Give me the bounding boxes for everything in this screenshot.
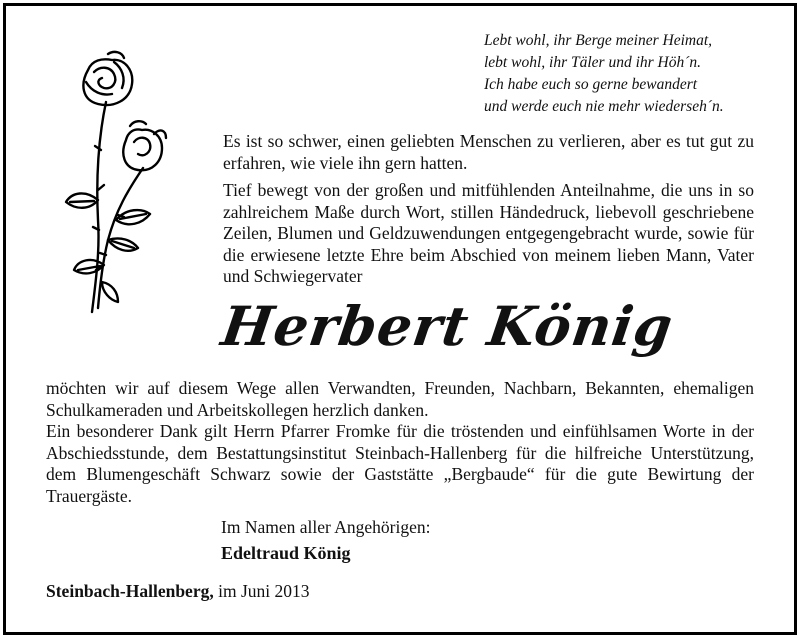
- poem-line: Ich habe euch so gerne bewandert: [484, 76, 698, 93]
- poem-line: Lebt wohl, ihr Berge meiner Heimat,: [484, 32, 713, 49]
- poem-line: und werde euch nie mehr wiederseh´n.: [484, 98, 724, 115]
- thanks-main-paragraph: möchten wir auf diesem Wege allen Verwandten, Freunden, Nachbarn, Bekannten, ehemaligen Schulkameraden und Arbeitskollegen herzlich danken.: [46, 378, 754, 420]
- signature-name: Edeltraud König: [221, 543, 351, 563]
- thanks-special-paragraph: Ein besonderer Dank gilt Herrn Pfarrer Fromke für die tröstenden und einfühlsamen Worte in der Abschiedsstunde, dem Bestattungsinstitut Steinbach-Hallenberg für die hilfreiche Unterstützung, dem Blumengeschäft Schwarz sowie der Gaststätte „Bergbaude“ für die gute Bewirtung der Trauergäste.: [46, 421, 754, 506]
- poem: [484, 30, 784, 118]
- poem-line: lebt wohl, ihr Täler und ihr Höh´n.: [484, 54, 702, 71]
- deceased-name: Herbert König: [217, 294, 678, 358]
- thanks-lead-paragraph: Tief bewegt von der großen und mitfühlenden Anteilnahme, die uns in so zahlreichem Maße durch Wort, stillen Händedruck, liebevoll geschriebene Zeilen, Blumen und Geldzuwendungen entgegengebracht wurde, sowie für die erwiesene letzte Ehre beim Abschied von meinem lieben Mann, Vater und Schwiegervater: [223, 180, 754, 286]
- rose-illustration: [58, 50, 178, 320]
- date: im Juni 2013: [218, 581, 310, 601]
- place-date-line: [46, 581, 310, 602]
- signature-intro: Im Namen aller Angehörigen:: [221, 517, 431, 537]
- intro-paragraph: Es ist so schwer, einen geliebten Menschen zu verlieren, aber es tut gut zu erfahren, wie viele ihn gern hatten.: [223, 131, 754, 173]
- place: Steinbach-Hallenberg,: [46, 581, 214, 601]
